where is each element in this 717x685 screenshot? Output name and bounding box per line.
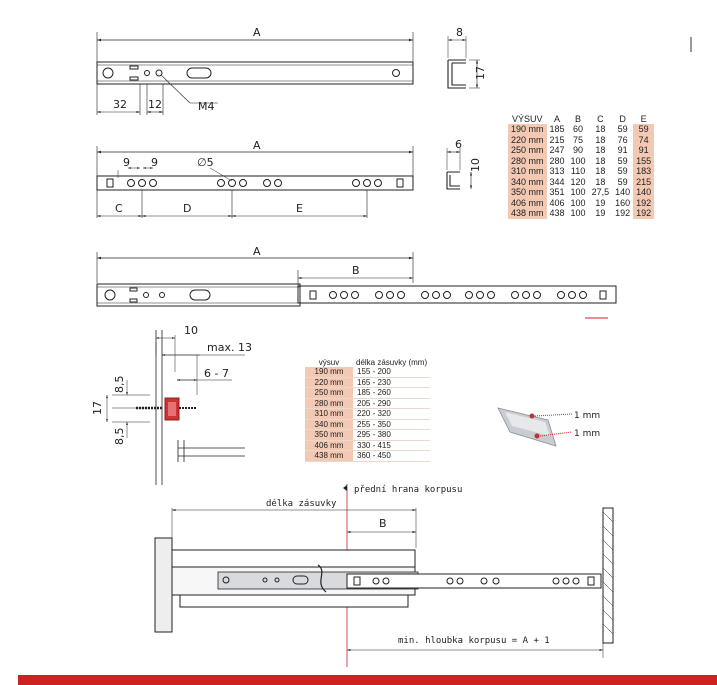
size-cell: 280 mm [305, 398, 353, 409]
size-cell: 190 mm [305, 367, 353, 377]
col-header-b: B [575, 113, 582, 124]
value-cell: 90 [573, 145, 584, 156]
size-cell: 190 mm [508, 124, 547, 135]
value-cell: 192 [615, 208, 631, 219]
col-header-length: délka zásuvky (mm) [356, 357, 428, 367]
size-cell: 350 mm [508, 187, 547, 198]
dim-A-top: A [253, 26, 261, 39]
table-row [305, 388, 430, 399]
range-cell: 220 - 320 [353, 409, 430, 420]
col-header-c: C [597, 113, 604, 124]
min-depth-label: min. hloubka korpusu = A + 1 [398, 636, 550, 646]
dim-m4: M4 [198, 100, 215, 113]
table-row [305, 430, 430, 441]
range-cell: 330 - 415 [353, 440, 430, 451]
size-cell: 340 mm [508, 177, 547, 188]
dim-A-ext: A [253, 245, 261, 258]
rail-photo-detail [498, 408, 572, 446]
range-cell: 295 - 380 [353, 430, 430, 441]
table-row [508, 198, 654, 209]
value-cell: 91 [617, 145, 628, 156]
value-cell: 100 [570, 155, 586, 166]
value-cell: 59 [633, 124, 654, 135]
value-cell: 406 [549, 197, 565, 208]
value-cell: 140 [633, 187, 654, 198]
dim-B-install: B [379, 517, 387, 530]
value-cell: 59 [617, 124, 628, 135]
value-cell: 155 [633, 156, 654, 167]
value-cell: 120 [570, 176, 586, 187]
value-cell: 59 [617, 166, 628, 177]
drawer-length-table-header [305, 357, 430, 367]
range-cell: 185 - 260 [353, 388, 430, 399]
table-row [508, 124, 654, 135]
drawer-length-label: délka zásuvky [266, 499, 337, 509]
table-row [305, 377, 430, 388]
dim-12: 12 [148, 98, 162, 111]
value-cell: 59 [617, 155, 628, 166]
size-cell: 310 mm [508, 166, 547, 177]
table-row [508, 208, 654, 219]
size-cell: 406 mm [305, 440, 353, 451]
table-row [508, 187, 654, 198]
dim-17: 17 [474, 66, 487, 80]
value-cell: 75 [573, 134, 584, 145]
dim-10-profile: 10 [469, 158, 482, 172]
size-cell: 310 mm [305, 409, 353, 420]
col-header-a: A [554, 113, 561, 124]
range-cell: 255 - 350 [353, 419, 430, 430]
drawer-length-table [305, 357, 430, 462]
dim-D: D [183, 202, 192, 215]
value-cell: 100 [570, 197, 586, 208]
col-header-vysuv: výsuv [318, 357, 340, 367]
dim-10-mount: 10 [184, 324, 198, 337]
size-cell: 350 mm [305, 430, 353, 441]
dim-B-ext: B [352, 264, 360, 277]
value-cell: 18 [595, 124, 606, 135]
dim-dia5: ∅5 [197, 156, 214, 169]
front-edge-label: přední hrana korpusu [354, 485, 463, 495]
extended-rail-view [97, 252, 616, 318]
drawer-length-table-body [305, 367, 430, 461]
range-cell: 205 - 290 [353, 398, 430, 409]
table-row [508, 145, 654, 156]
value-cell: 19 [595, 208, 606, 219]
dim-9-right: 9 [151, 156, 158, 169]
value-cell: 215 [633, 177, 654, 188]
dimensions-table [508, 113, 654, 219]
value-cell: 313 [549, 166, 565, 177]
table-row [305, 398, 430, 409]
footer-bar [18, 675, 717, 685]
dim-6: 6 [455, 138, 462, 151]
value-cell: 19 [595, 197, 606, 208]
col-header-vysuv: VÝSUV [512, 113, 543, 124]
value-cell: 344 [549, 176, 565, 187]
dim-8: 8 [456, 26, 463, 39]
size-cell: 438 mm [508, 208, 547, 219]
value-cell: 351 [549, 187, 565, 198]
table-row [305, 419, 430, 430]
dim-8-5-top: 8,5 [113, 375, 126, 393]
value-cell: 185 [549, 124, 565, 135]
table-row [305, 440, 430, 451]
table-row [305, 367, 430, 377]
value-cell: 140 [615, 187, 631, 198]
dim-9-left: 9 [123, 156, 130, 169]
dim-8-5-bottom: 8,5 [113, 427, 126, 445]
value-cell: 18 [595, 176, 606, 187]
table-row [508, 166, 654, 177]
dimensions-table-body [508, 124, 654, 219]
col-header-d: D [619, 113, 626, 124]
value-cell: 160 [615, 197, 631, 208]
dim-max13: max. 13 [207, 341, 252, 354]
value-cell: 74 [633, 135, 654, 146]
dim-32: 32 [113, 98, 127, 111]
dimensions-table-header [508, 113, 654, 124]
range-cell: 165 - 230 [353, 377, 430, 388]
value-cell: 59 [617, 176, 628, 187]
size-cell: 220 mm [508, 135, 547, 146]
size-cell: 220 mm [305, 377, 353, 388]
top-rail-view [97, 32, 691, 115]
value-cell: 27,5 [591, 187, 610, 198]
size-cell: 438 mm [305, 451, 353, 462]
range-cell: 360 - 450 [353, 451, 430, 462]
value-cell: 100 [570, 187, 586, 198]
value-cell: 60 [573, 124, 584, 135]
range-cell: 155 - 200 [353, 367, 430, 377]
dim-C: C [115, 202, 123, 215]
size-cell: 406 mm [508, 198, 547, 209]
size-cell: 250 mm [508, 145, 547, 156]
dim-17-mount: 17 [91, 401, 104, 415]
value-cell: 192 [633, 198, 654, 209]
value-cell: 247 [549, 145, 565, 156]
size-cell: 340 mm [305, 419, 353, 430]
table-row [305, 451, 430, 462]
table-row [508, 156, 654, 167]
table-row [508, 135, 654, 146]
value-cell: 100 [570, 208, 586, 219]
value-cell: 76 [617, 134, 628, 145]
dim-E: E [296, 202, 303, 215]
value-cell: 280 [549, 155, 565, 166]
value-cell: 91 [633, 145, 654, 156]
table-row [508, 177, 654, 188]
dim-1mm-top: 1 mm [574, 411, 601, 421]
value-cell: 110 [570, 166, 586, 177]
value-cell: 18 [595, 166, 606, 177]
value-cell: 183 [633, 166, 654, 177]
size-cell: 250 mm [305, 388, 353, 399]
dim-6-7: 6 - 7 [204, 367, 229, 380]
value-cell: 18 [595, 134, 606, 145]
value-cell: 192 [633, 208, 654, 219]
value-cell: 438 [549, 208, 565, 219]
dim-A-mid: A [253, 139, 261, 152]
value-cell: 18 [595, 145, 606, 156]
col-header-e: E [640, 113, 647, 124]
dim-1mm-bottom: 1 mm [574, 429, 601, 439]
size-cell: 280 mm [508, 156, 547, 167]
value-cell: 18 [595, 155, 606, 166]
value-cell: 215 [549, 134, 565, 145]
table-row [305, 409, 430, 420]
